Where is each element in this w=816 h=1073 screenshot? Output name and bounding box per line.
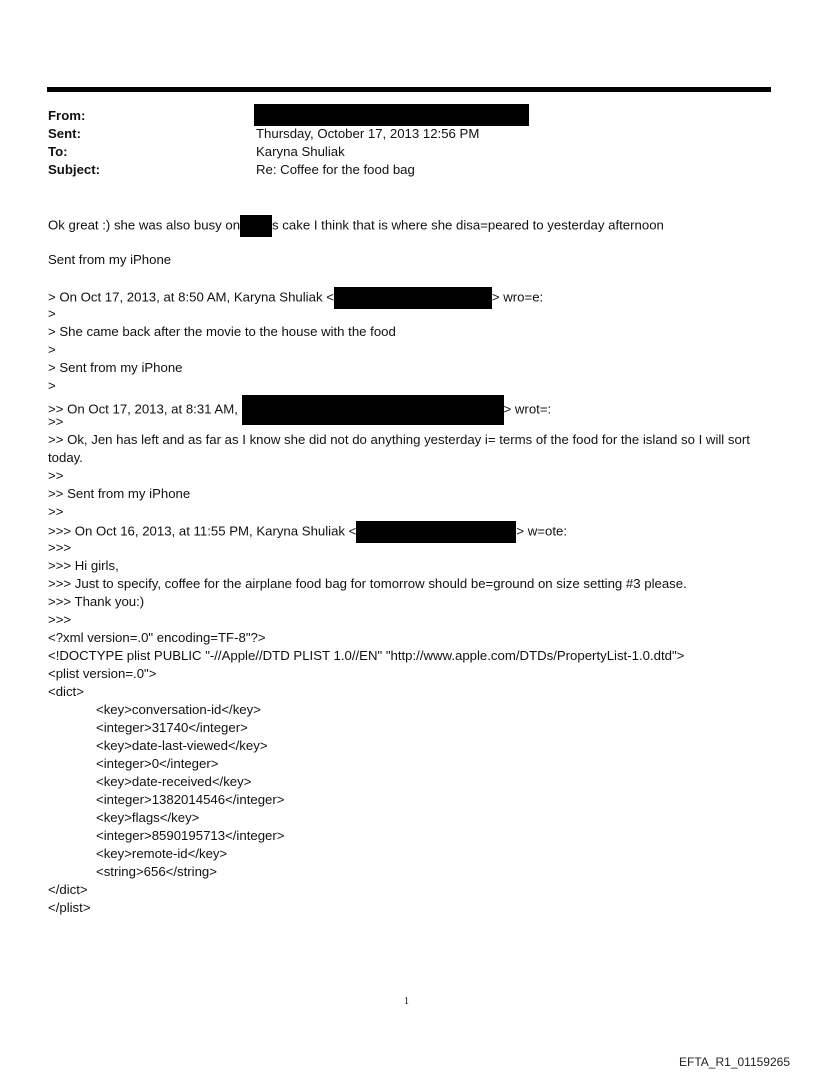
quote-line: >> (48, 468, 64, 483)
quote-line: > She came back after the movie to the house with the food (48, 324, 396, 339)
body-text: >>> On Oct 16, 2013, at 11:55 PM, Karyna Shuliak < (48, 523, 357, 539)
redaction-block (242, 395, 504, 425)
plist-entry: <key>flags</key> (96, 810, 200, 825)
quote-header (48, 395, 551, 425)
body-text: > wro=e: (491, 289, 544, 305)
plist-close: </plist> (48, 900, 91, 915)
subject-value: Re: Coffee for the food bag (256, 162, 415, 177)
plist-entry: <integer>8590195713</integer> (96, 828, 285, 843)
plist-entry: <integer>1382014546</integer> (96, 792, 285, 807)
body-text: s cake I think that is where she disa=peared to yesterday afternoon (272, 217, 664, 233)
plist-entry: <integer>31740</integer> (96, 720, 248, 735)
page-number: 1 (404, 996, 409, 1007)
quote-line: >> Sent from my iPhone (48, 486, 191, 501)
body-line (48, 215, 664, 237)
quote-line: > Sent from my iPhone (48, 360, 183, 375)
quote-line: > (48, 306, 56, 321)
quote-header (48, 521, 567, 543)
plist-entry: <key>date-received</key> (96, 774, 252, 789)
xml-declaration: <?xml version=.0" encoding=TF-8"?> (48, 630, 266, 645)
plist-entry: <key>conversation-id</key> (96, 702, 261, 717)
doctype-line: <!DOCTYPE plist PUBLIC "-//Apple//DTD PLIST 1.0//EN" "http://www.apple.com/DTDs/PropertyList-1.0.dtd"> (48, 648, 685, 663)
quote-line: >>> Hi girls, (48, 558, 119, 573)
quote-line: >>> Thank you:) (48, 594, 145, 609)
quote-line: >> (48, 504, 64, 519)
body-text: > On Oct 17, 2013, at 8:50 AM, Karyna Shuliak < (48, 289, 334, 305)
plist-entry: <integer>0</integer> (96, 756, 219, 771)
dict-open: <dict> (48, 684, 84, 699)
header-rule (47, 87, 771, 92)
to-value: Karyna Shuliak (256, 144, 345, 159)
quote-line: >>> (48, 540, 72, 555)
plist-entry: <key>remote-id</key> (96, 846, 228, 861)
subject-label: Subject: (48, 162, 101, 177)
quote-header (48, 287, 543, 309)
redaction-block (334, 287, 492, 309)
redaction-block (356, 521, 516, 543)
quote-line: >> (48, 414, 64, 429)
redaction-block (254, 104, 529, 126)
body-text: >> On Oct 17, 2013, at 8:31 AM, (48, 401, 238, 417)
quote-line: > (48, 342, 56, 357)
quote-line: >>> Just to specify, coffee for the airplane food bag for tomorrow should be=ground on size setting #3 please. (48, 576, 687, 591)
quote-line: >>> (48, 612, 72, 627)
body-text: Ok great :) she was also busy on (48, 217, 241, 233)
plist-entry: <string>656</string> (96, 864, 217, 879)
redaction-block (240, 215, 272, 237)
body-text: > w=ote: (516, 523, 567, 539)
from-label: From: (48, 108, 86, 123)
sent-value: Thursday, October 17, 2013 12:56 PM (256, 126, 480, 141)
to-label: To: (48, 144, 68, 159)
plist-open: <plist version=.0"> (48, 666, 157, 681)
plist-entry: <key>date-last-viewed</key> (96, 738, 268, 753)
body-text: > wrot=: (503, 401, 552, 417)
quote-line: > (48, 378, 56, 393)
signature-line: Sent from my iPhone (48, 252, 172, 267)
sent-label: Sent: (48, 126, 81, 141)
quote-line: >> Ok, Jen has left and as far as I know she did not do anything yesterday i= terms of the food for the island so I will sort today. (48, 432, 750, 465)
dict-close: </dict> (48, 882, 88, 897)
document-id: EFTA_R1_01159265 (679, 1055, 790, 1069)
